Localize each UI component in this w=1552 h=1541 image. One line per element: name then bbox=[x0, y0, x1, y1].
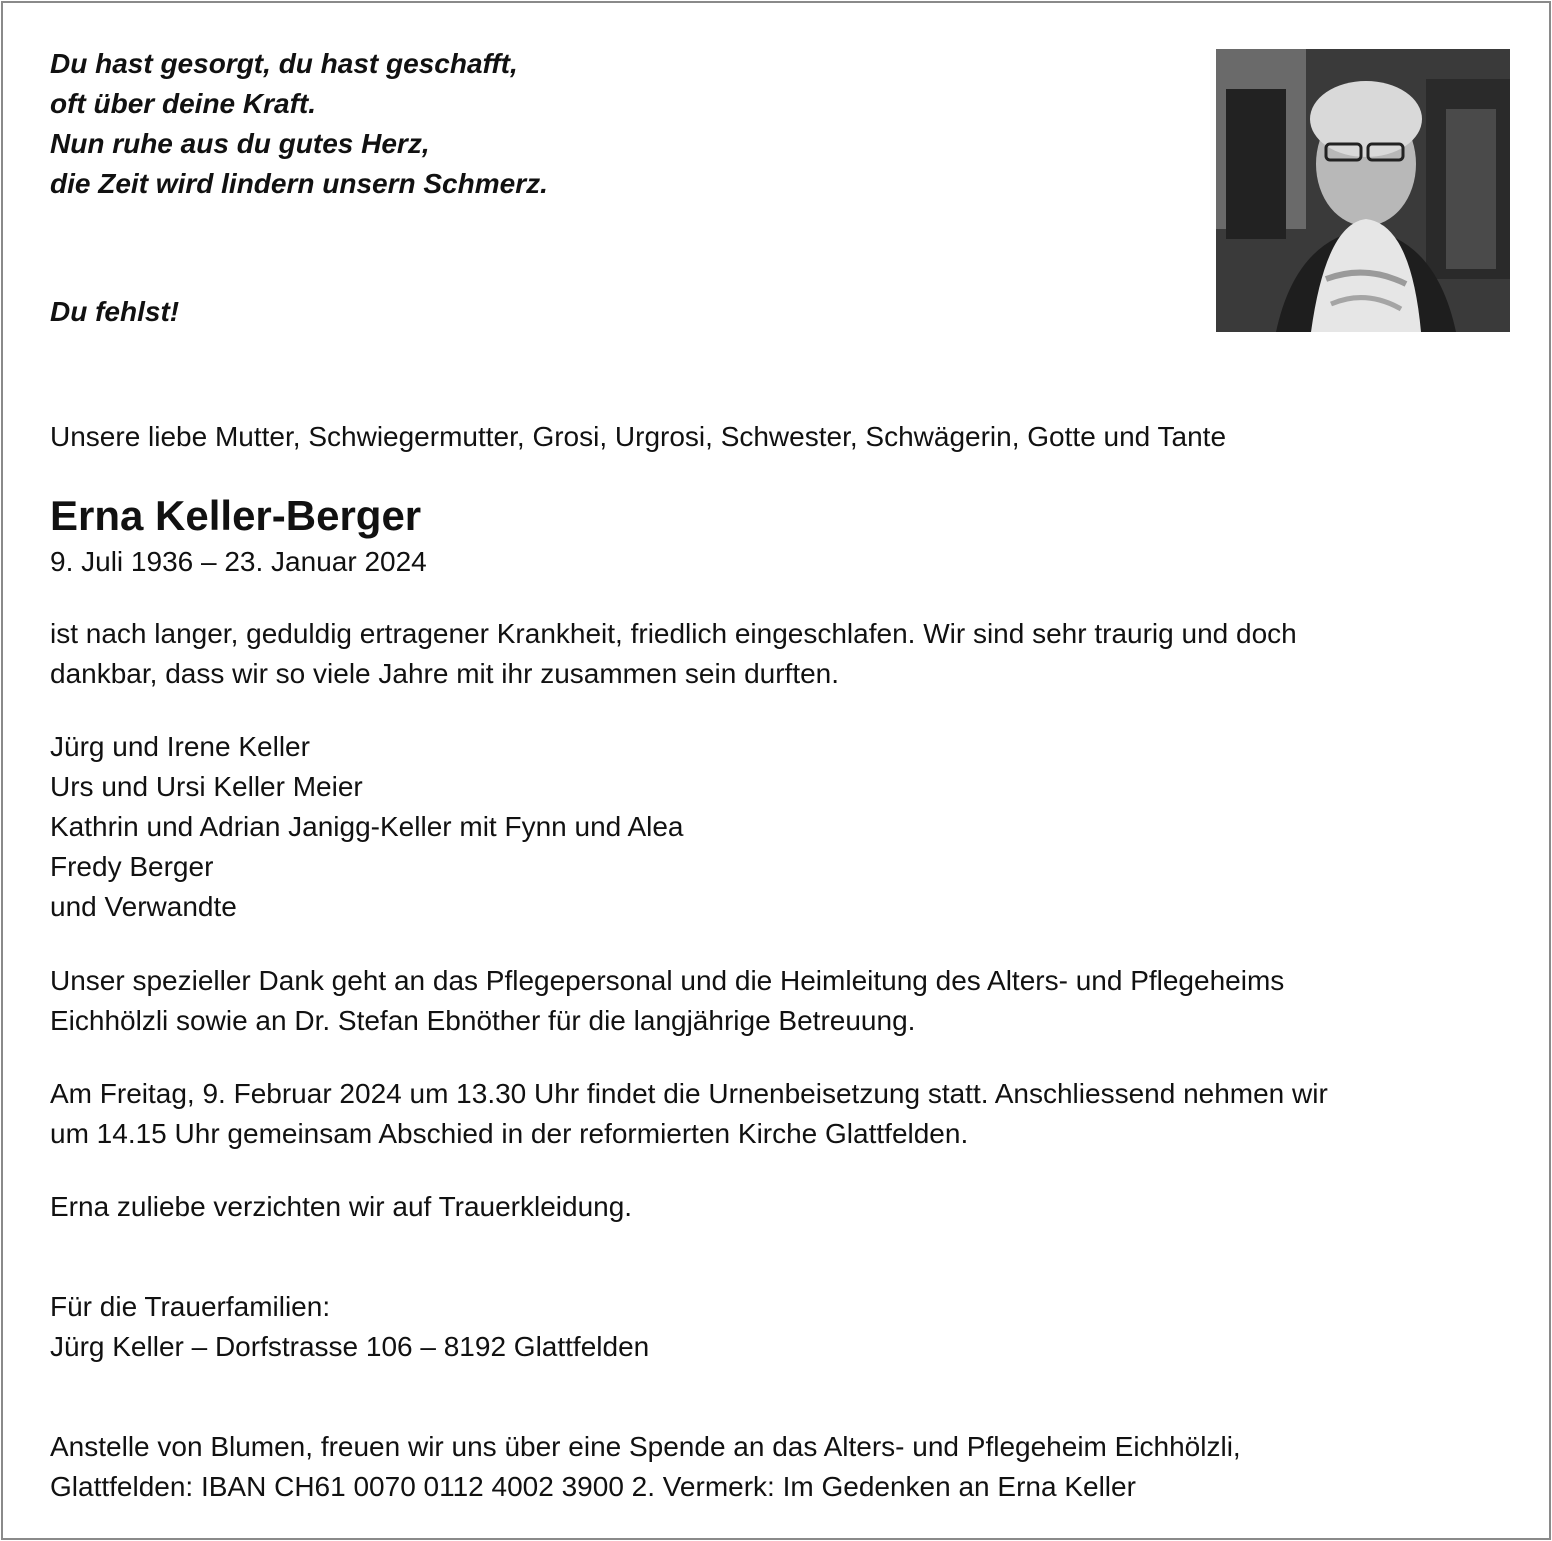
paragraph-line: Unser spezieller Dank geht an das Pflegepersonal und die Heimleitung des Alters- und Pflegeheims bbox=[50, 965, 1285, 996]
ceremony-paragraph bbox=[50, 1074, 1328, 1154]
contact-address: Jürg Keller – Dorfstrasse 106 – 8192 Glattfelden bbox=[50, 1331, 650, 1362]
family-member: Urs und Ursi Keller Meier bbox=[50, 771, 363, 802]
paragraph-line: ist nach langer, geduldig ertragener Krankheit, friedlich eingeschlafen. Wir sind sehr traurig und doch bbox=[50, 618, 1297, 649]
poem-line: Nun ruhe aus du gutes Herz, bbox=[50, 128, 430, 159]
thanks-paragraph bbox=[50, 961, 1284, 1041]
poem-line: oft über deine Kraft. bbox=[50, 88, 317, 119]
passed-paragraph bbox=[50, 614, 1297, 694]
portrait-photo bbox=[1216, 49, 1510, 332]
family-member: Fredy Berger bbox=[50, 851, 214, 882]
donation-paragraph bbox=[50, 1427, 1241, 1507]
paragraph-line: Anstelle von Blumen, freuen wir uns über eine Spende an das Alters- und Pflegeheim Eichhölzli, bbox=[50, 1431, 1241, 1462]
portrait-photo-icon bbox=[1216, 49, 1510, 332]
family-member: und Verwandte bbox=[50, 891, 237, 922]
contact-block bbox=[50, 1287, 649, 1367]
paragraph-line: Glattfelden: IBAN CH61 0070 0112 4002 3900 2. Vermerk: Im Gedenken an Erna Keller bbox=[50, 1471, 1136, 1502]
deceased-name: Erna Keller-Berger bbox=[50, 492, 422, 539]
clothing-note: Erna zuliebe verzichten wir auf Trauerkleidung. bbox=[50, 1191, 633, 1222]
paragraph-line: dankbar, dass wir so viele Jahre mit ihr zusammen sein durften. bbox=[50, 658, 840, 689]
poem-line: Du hast gesorgt, du hast geschafft, bbox=[50, 48, 518, 79]
paragraph-line: Eichhölzli sowie an Dr. Stefan Ebnöther für die langjährige Betreuung. bbox=[50, 1005, 916, 1036]
family-member: Jürg und Irene Keller bbox=[50, 731, 310, 762]
paragraph-line: Am Freitag, 9. Februar 2024 um 13.30 Uhr findet die Urnenbeisetzung statt. Anschliessend nehmen wir bbox=[50, 1078, 1328, 1109]
family-list bbox=[50, 727, 684, 927]
paragraph-line: um 14.15 Uhr gemeinsam Abschied in der reformierten Kirche Glattfelden. bbox=[50, 1118, 969, 1149]
poem bbox=[50, 44, 548, 204]
intro-line: Unsere liebe Mutter, Schwiegermutter, Grosi, Urgrosi, Schwester, Schwägerin, Gotte und Tante bbox=[50, 421, 1227, 452]
contact-heading: Für die Trauerfamilien: bbox=[50, 1291, 331, 1322]
family-member: Kathrin und Adrian Janigg-Keller mit Fynn und Alea bbox=[50, 811, 684, 842]
obituary-frame bbox=[1, 1, 1551, 1540]
poem-line: die Zeit wird lindern unsern Schmerz. bbox=[50, 168, 548, 199]
missed-line: Du fehlst! bbox=[50, 296, 180, 327]
life-dates: 9. Juli 1936 – 23. Januar 2024 bbox=[50, 546, 427, 577]
